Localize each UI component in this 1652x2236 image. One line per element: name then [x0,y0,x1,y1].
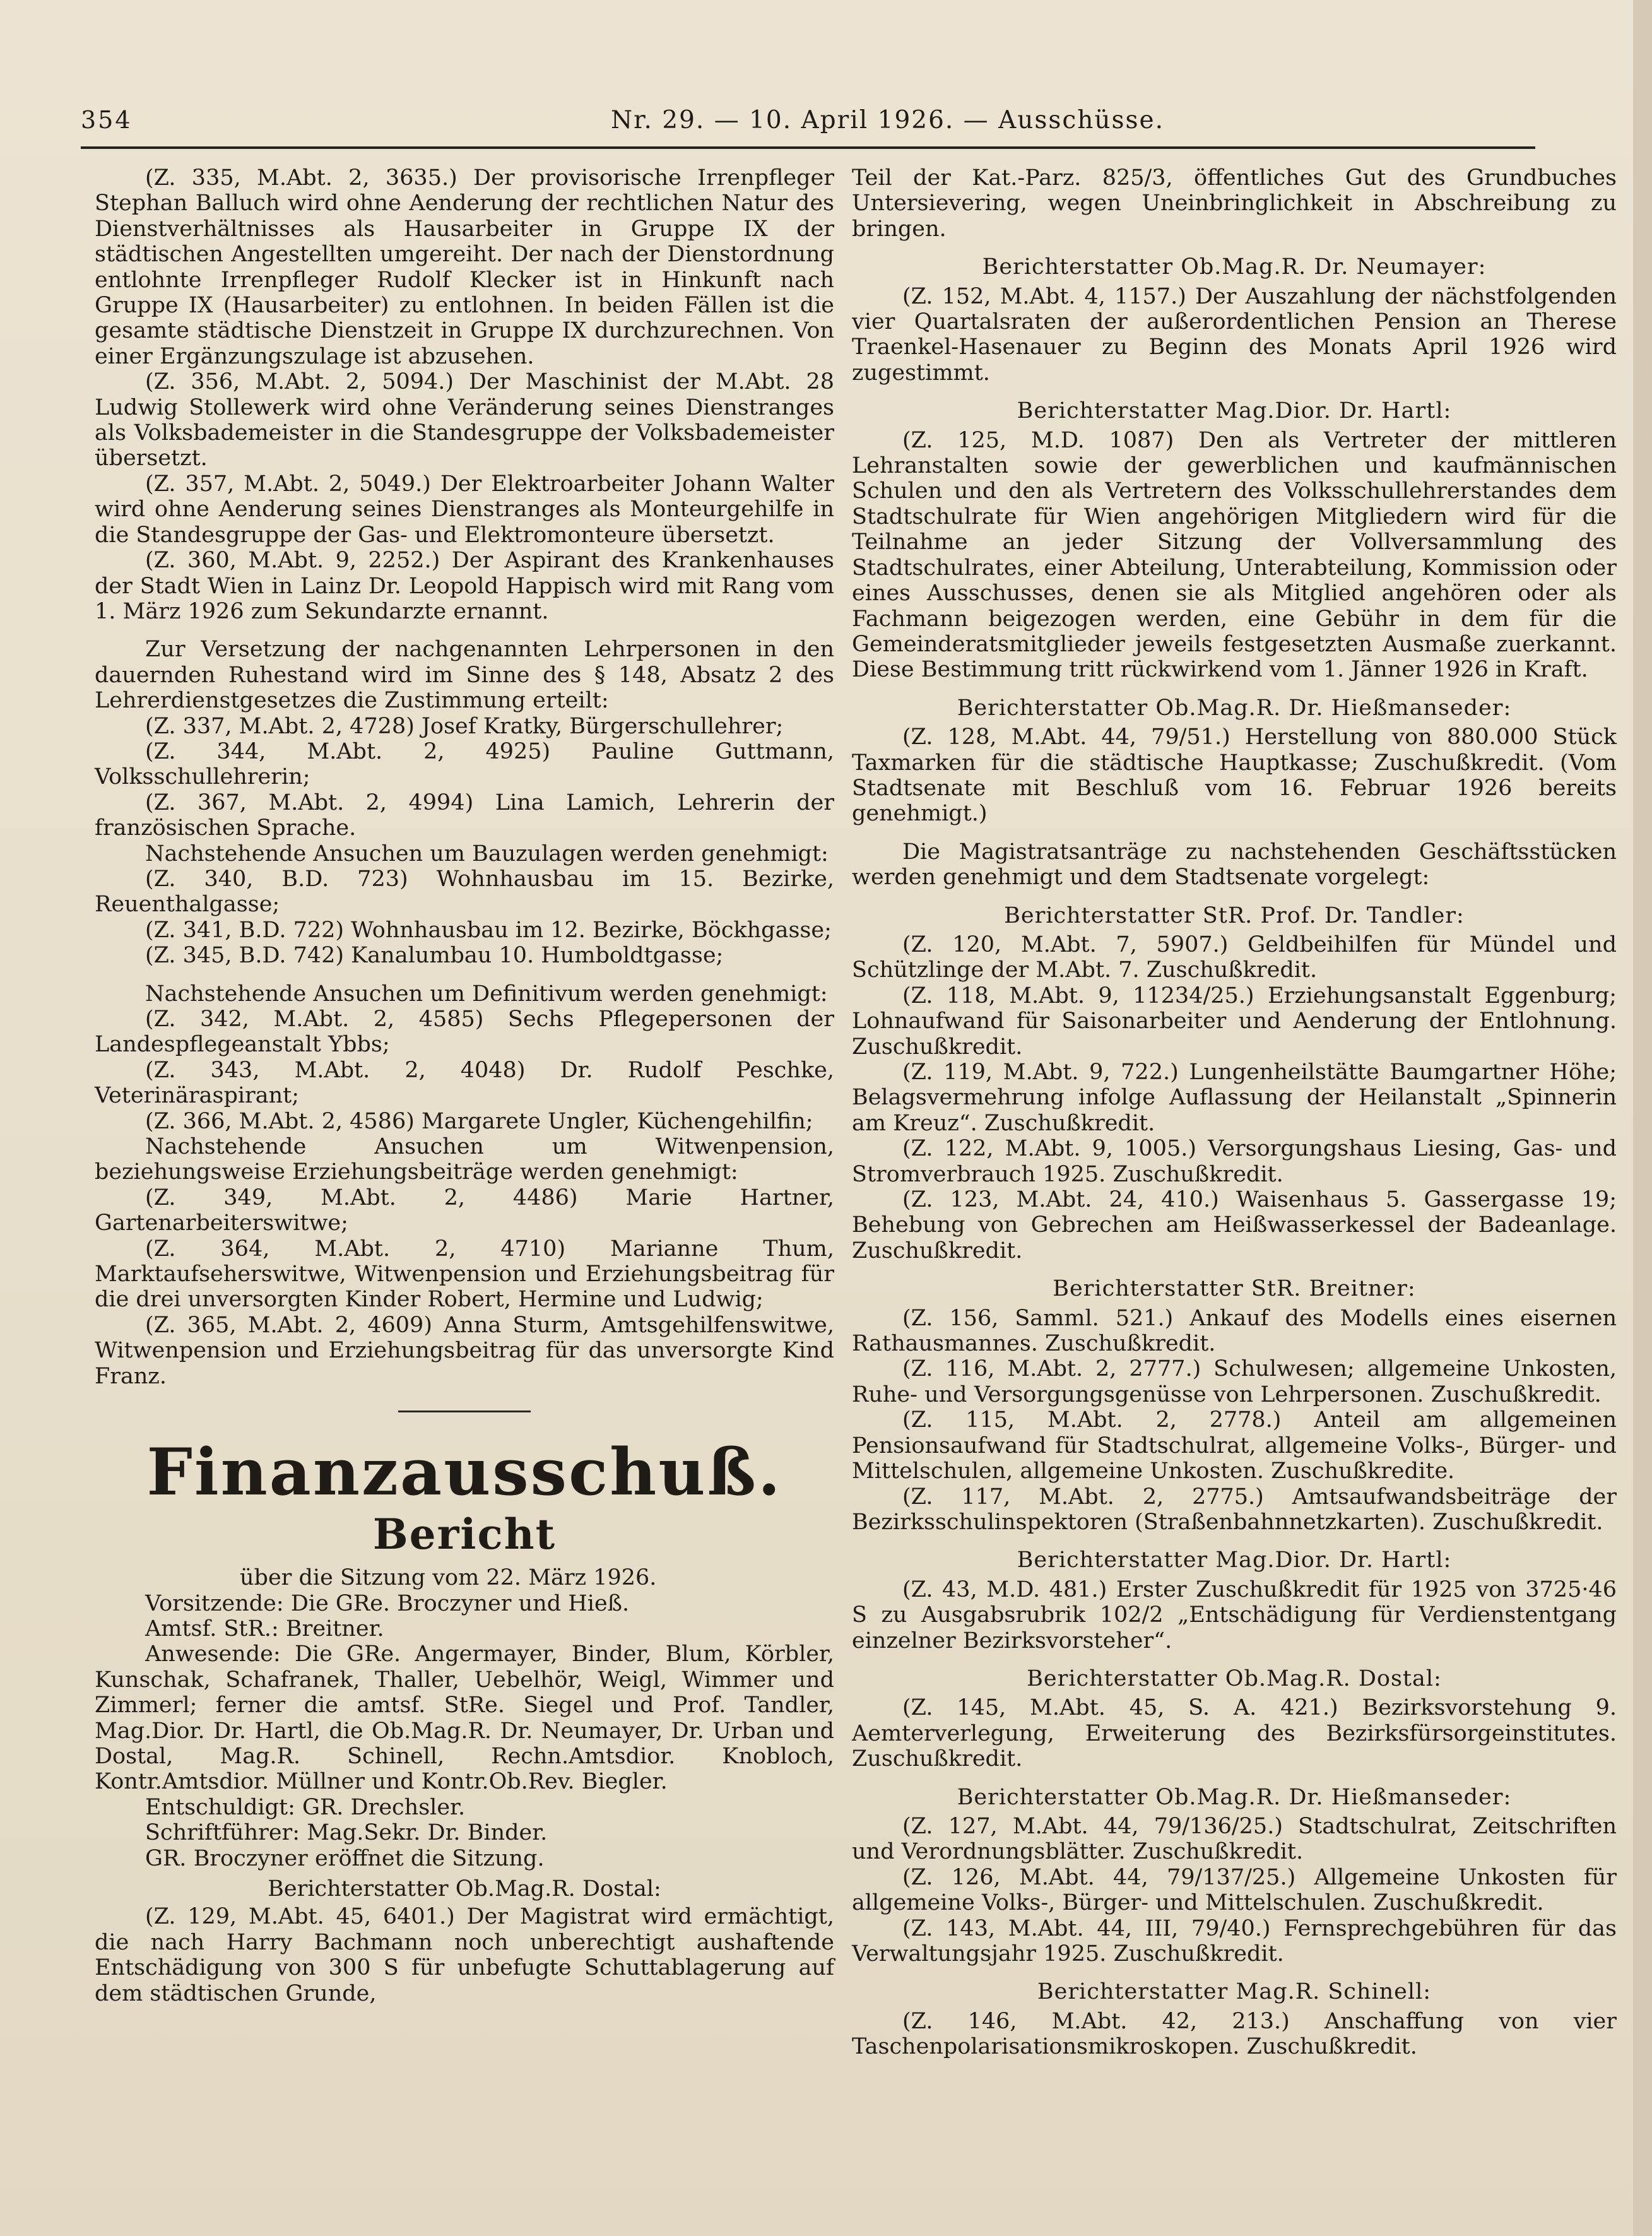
reporter-heading: Berichterstatter Ob.Mag.R. Dr. Hießmanseder: [957,695,1512,721]
header-rule [81,146,1535,149]
list-item: (Z. 337, M.Abt. 2, 4728) Josef Kratky, Bürgerschullehrer; [145,713,784,739]
paragraph: (Z. 146, M.Abt. 42, 213.) Anschaffung von vier Taschenpolarisationsmikroskopen. Zuschußkredit. [852,2008,1617,2060]
paragraph: (Z. 335, M.Abt. 2, 3635.) Der provisorische Irrenpfleger Stephan Balluch wird ohne Aenderung der rechtlichen Natur des Dienstverhältnisses als Hausarbeiter in Gruppe IX der städtischen Angestellten umgereiht. Der nach der Dienstordnung entlohnte Irrenpfleger Rudolf Klecker ist in Hinkunft nach Gruppe IX (Hausarbeiter) zu entlohnen. In beiden Fällen ist die gesamte städtische Dienstzeit in Gruppe IX durchzurechnen. Von einer Ergänzungszulage ist abzusehen. [95,165,834,369]
paragraph: (Z. 356, M.Abt. 2, 5094.) Der Maschinist der M.Abt. 28 Ludwig Stollewerk wird ohne Veränderung seines Dienstranges als Volksbademeister in die Standesgruppe der Volksbademeister übersetzt. [95,369,834,471]
reporter-heading: Berichterstatter Ob.Mag.R. Dostal: [268,1876,661,1902]
reporter-heading: Berichterstatter Ob.Mag.R. Dr. Neumayer: [982,254,1487,280]
paragraph: (Z. 115, M.Abt. 2, 2778.) Anteil am allgemeinen Pensionsaufwand für Stadtschulrat, allgemeine Volks-, Bürger- und Mittelschulen, allgemeine Unkosten. Zuschußkredite. [852,1407,1617,1484]
paragraph: Nachstehende Ansuchen um Witwenpension, beziehungsweise Erziehungsbeiträge werden genehmigt: [95,1134,834,1185]
paragraph: (Z. 156, Samml. 521.) Ankauf des Modells eines eisernen Rathausmannes. Zuschußkredit. [852,1305,1617,1357]
present-line: Anwesende: Die GRe. Angermayer, Binder, Blum, Körbler, Kunschak, Schafranek, Thaller, Uebelhör, Weigl, Wimmer und Zimmerl; ferner die amtsf. StRe. Siegel und Prof. Tandler, Mag.Dior. Dr. Hartl, die Ob.Mag.R. Dr. Neumayer, Dr. Urban und Dostal, Mag.R. Schinell, Rechn.Amtsdior. Knobloch, Kontr.Amtsdior. Müllner und Kontr.Ob.Rev. Biegler. [95,1642,834,1795]
left-column [95,165,834,2006]
page-header [81,95,1551,145]
issue-line: Nr. 29. — 10. April 1926. — Ausschüsse. [611,106,1164,134]
section-divider [398,1411,531,1412]
secretary-line: Schriftführer: Mag.Sekr. Dr. Binder. [145,1820,548,1846]
section-subtitle: Bericht [372,1510,557,1559]
list-item: (Z. 341, B.D. 722) Wohnhausbau im 12. Bezirke, Böckhgasse; [145,917,832,943]
page-number: 354 [81,106,133,134]
paragraph: (Z. 357, M.Abt. 2, 5049.) Der Elektroarbeiter Johann Walter wird ohne Aenderung seines Dienstranges als Monteurgehilfe in die Standesgruppe der Gas- und Elektromonteure übersetzt. [95,471,834,548]
list-item: (Z. 365, M.Abt. 2, 4609) Anna Sturm, Amtsgehilfenswitwe, Witwenpension und Erziehungsbeitrag für das unversorgte Kind Franz. [95,1312,834,1389]
paragraph: (Z. 127, M.Abt. 44, 79/136/25.) Stadtschulrat, Zeitschriften und Verordnungsblätter. Zuschußkredit. [852,1813,1617,1865]
reporter-heading: Berichterstatter StR. Prof. Dr. Tandler: [1004,902,1465,928]
paragraph: (Z. 129, M.Abt. 45, 6401.) Der Magistrat wird ermächtigt, die nach Harry Bachmann noch unberechtigt aushaftende Entschädigung von 300 S für unbefugte Schuttablagerung auf dem städtischen Grunde, [95,1904,834,2006]
reporter-heading: Berichterstatter Mag.R. Schinell: [1037,1979,1432,2005]
paragraph: Die Magistratsanträge zu nachstehenden Geschäftsstücken werden genehmigt und dem Stadtsenate vorgelegt: [852,839,1617,890]
paragraph: (Z. 117, M.Abt. 2, 2775.) Amtsaufwandsbeiträge der Bezirksschulinspektoren (Straßenbahnnetzkarten). Zuschußkredit. [852,1484,1617,1535]
list-item: (Z. 349, M.Abt. 2, 4486) Marie Hartner, Gartenarbeiterswitwe; [95,1185,834,1236]
paragraph: (Z. 145, M.Abt. 45, S. A. 421.) Bezirksvorstehung 9. Aemterverlegung, Erweiterung des Bezirksfürsorgeinstitutes. Zuschußkredit. [852,1695,1617,1772]
list-item: (Z. 340, B.D. 723) Wohnhausbau im 15. Bezirke, Reuenthalgasse; [95,866,834,918]
paragraph: (Z. 119, M.Abt. 9, 722.) Lungenheilstätte Baumgartner Höhe; Belagsvermehrung infolge Auflassung der Heilanstalt „Spinnerin am Kreuz“. Zuschußkredit. [852,1060,1617,1136]
paragraph: (Z. 152, M.Abt. 4, 1157.) Der Auszahlung der nächstfolgenden vier Quartalsraten der außerordentlichen Pension an Therese Traenkel-Hasenauer zu Beginn des Monats April 1926 wird zugestimmt. [852,283,1617,386]
reporter-heading: Berichterstatter StR. Breitner: [1053,1276,1416,1302]
paragraph: (Z. 118, M.Abt. 9, 11234/25.) Erziehungsanstalt Eggenburg; Lohnaufwand für Saisonarbeiter und Aenderung der Entlohnung. Zuschußkredit. [852,983,1617,1060]
reporter-heading: Berichterstatter Mag.Dior. Dr. Hartl: [1017,1547,1452,1573]
reporter-heading: Berichterstatter Mag.Dior. Dr. Hartl: [1017,398,1452,424]
paragraph: (Z. 360, M.Abt. 9, 2252.) Der Aspirant des Krankenhauses der Stadt Wien in Lainz Dr. Leopold Happisch wird mit Rang vom 1. März 1926 zum Sekundarzte ernannt. [95,548,834,624]
excused-line: Entschuldigt: GR. Drechsler. [145,1794,466,1820]
paragraph: Nachstehende Ansuchen um Bauzulagen werden genehmigt: [145,841,829,867]
list-item: (Z. 366, M.Abt. 2, 4586) Margarete Ungler, Küchengehilfin; [145,1108,813,1134]
paragraph: (Z. 122, M.Abt. 9, 1005.) Versorgungshaus Liesing, Gas- und Stromverbrauch 1925. Zuschußkredit. [852,1136,1617,1187]
paragraph: (Z. 125, M.D. 1087) Den als Vertreter der mittleren Lehranstalten sowie der gewerblichen und kaufmännischen Schulen und den als Vertretern des Volksschullehrerstandes dem Stadtschulrate für Wien angehörigen Mitgliedern wird für die Teilnahme an jeder Sitzung der Vollversammlung des Stadtschulrates, einer Abteilung, Unterabteilung, Kommission oder eines Ausschusses, denen sie als Mitglied angehören oder als Fachmann beigezogen werden, eine Gebühr in dem für die Gemeinderatsmitglieder jeweils festgesetzten Ausmaße zuerkannt. Diese Bestimmung tritt rückwirkend vom 1. Jänner 1926 in Kraft. [852,427,1617,683]
paragraph: (Z. 143, M.Abt. 44, III, 79/40.) Fernsprechgebühren für das Verwaltungsjahr 1925. Zuschußkredit. [852,1915,1617,1967]
paragraph: (Z. 128, M.Abt. 44, 79/51.) Herstellung von 880.000 Stück Taxmarken für die städtische Hauptkasse; Zuschußkredit. (Vom Stadtsenate mit Beschluß vom 16. Februar 1926 bereits genehmigt.) [852,725,1617,827]
list-item: (Z. 342, M.Abt. 2, 4585) Sechs Pflegepersonen der Landespflegeanstalt Ybbs; [95,1007,834,1058]
paragraph: (Z. 126, M.Abt. 44, 79/137/25.) Allgemeine Unkosten für allgemeine Volks-, Bürger- und Mittelschulen. Zuschußkredit. [852,1864,1617,1916]
paragraph: (Z. 120, M.Abt. 7, 5907.) Geldbeihilfen für Mündel und Schützlinge der M.Abt. 7. Zuschußkredit. [852,932,1617,983]
right-column [852,165,1617,2060]
list-item: (Z. 344, M.Abt. 2, 4925) Pauline Guttmann, Volksschullehrerin; [95,738,834,790]
list-item: (Z. 343, M.Abt. 2, 4048) Dr. Rudolf Peschke, Veterinäraspirant; [95,1057,834,1109]
official-line: Amtsf. StR.: Breitner. [145,1616,384,1642]
session-date: über die Sitzung vom 22. März 1926. [240,1565,657,1591]
reporter-heading: Berichterstatter Ob.Mag.R. Dr. Hießmanseder: [957,1784,1512,1810]
paragraph: Nachstehende Ansuchen um Definitivum werden genehmigt: [145,981,828,1007]
paragraph: Teil der Kat.-Parz. 825/3, öffentliches Gut des Grundbuches Untersievering, wegen Uneinbringlichkeit in Abschreibung zu bringen. [852,165,1617,242]
reporter-heading: Berichterstatter Ob.Mag.R. Dostal: [1027,1665,1442,1691]
opening-line: GR. Broczyner eröffnet die Sitzung. [145,1845,545,1871]
section-title: Finanzausschuß. [146,1434,782,1511]
paragraph: Zur Versetzung der nachgenannten Lehrpersonen in den dauernden Ruhestand wird im Sinne des § 148, Absatz 2 des Lehrerdienstgesetzes die Zustimmung erteilt: [95,637,834,714]
paragraph: (Z. 123, M.Abt. 24, 410.) Waisenhaus 5. Gassergasse 19; Behebung von Gebrechen am Heißwasserkessel der Badeanlage. Zuschußkredit. [852,1187,1617,1263]
paragraph: (Z. 43, M.D. 481.) Erster Zuschußkredit für 1925 von 3725·46 S zu Ausgabsrubrik 102/2 „Entschädigung für Verdienstentgang einzelner Bezirksvorsteher“. [852,1576,1617,1653]
list-item: (Z. 345, B.D. 742) Kanalumbau 10. Humboldtgasse; [145,943,724,969]
list-item: (Z. 367, M.Abt. 2, 4994) Lina Lamich, Lehrerin der französischen Sprache. [95,790,834,841]
chair-line: Vorsitzende: Die GRe. Broczyner und Hieß. [145,1590,630,1616]
paragraph: (Z. 116, M.Abt. 2, 2777.) Schulwesen; allgemeine Unkosten, Ruhe- und Versorgungsgenüsse von Lehrpersonen. Zuschußkredit. [852,1356,1617,1407]
list-item: (Z. 364, M.Abt. 2, 4710) Marianne Thum, Marktaufseherswitwe, Witwenpension und Erziehungsbeitrag für die drei unversorgten Kinder Robert, Hermine und Ludwig; [95,1236,834,1313]
